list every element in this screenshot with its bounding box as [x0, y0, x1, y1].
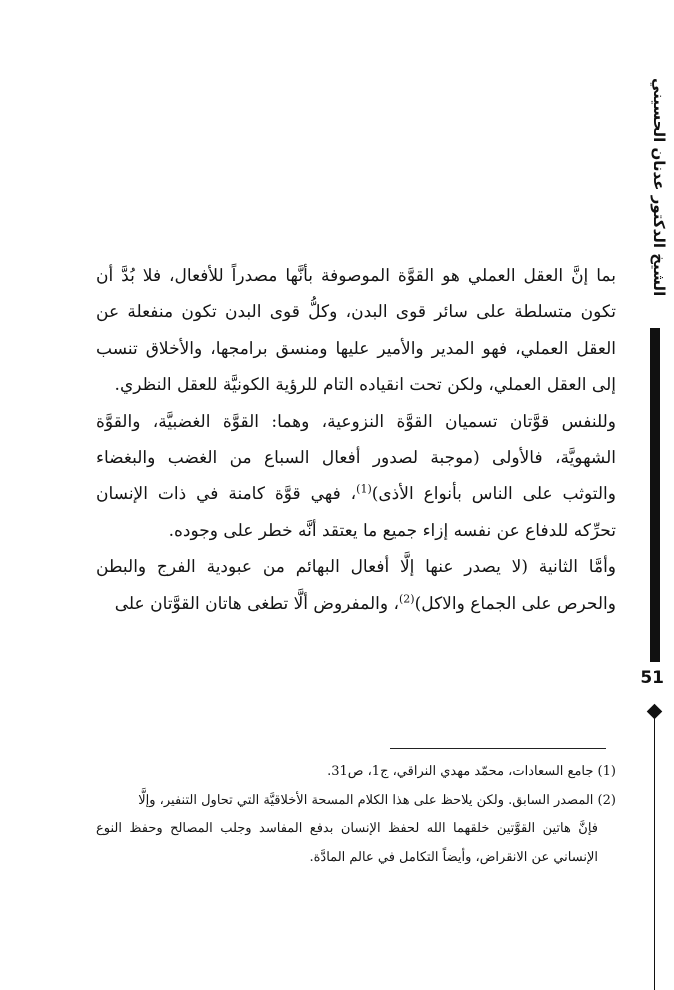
footnote-separator [390, 748, 606, 749]
paragraph-2-text: وللنفس قوَّتان تسميان القوَّة النزوعية، وهما: القوَّة الغضبيَّة، والقوَّة الشهويَّة، فالأولى (موجبة لصدور أفعال السباع من الغضب والبغضاء والتوثب على الناس بأنواع الأذى) [96, 411, 616, 505]
footnote-ref-1: (1) [356, 482, 372, 496]
paragraph-1: بما إنَّ العقل العملي هو القوَّة الموصوفة بأنَّها مصدراً للأفعال، فلا بُدَّ أن تكون متسلطة على سائر قوى البدن، وكلُّ قوى البدن تكون منفعلة عن العقل العملي، فهو المدير والأمير عليها ومنسق برامجها، والأخلاق تنسب إلى العقل العملي، ولكن تحت انقياده التام للرؤية الكونيَّة للعقل النظري. [96, 266, 616, 396]
main-text [96, 258, 616, 622]
footnote-ref-2: (2) [398, 592, 415, 605]
paragraph-3-text: وأمَّا الثانية (لا يصدر عنها إلَّا أفعال البهائم من عبودية الفرج والبطن والحرص على الجماع والاكل) [96, 557, 616, 614]
paragraph-3-text-cont: ، والمفروض ألَّا تطغى هاتان القوَّتان على [114, 593, 399, 614]
diamond-ornament [647, 704, 663, 720]
margin-bar [650, 328, 660, 662]
page-number: 51 [640, 668, 664, 688]
footnotes [96, 758, 616, 872]
paragraph-2 [96, 404, 616, 550]
running-header-author: الشيخ الدكتور عدنان الحسيني [650, 77, 668, 296]
paragraph-3 [96, 549, 616, 622]
margin-line [654, 718, 655, 990]
footnote-2: (2) المصدر السابق. ولكن يلاحظ على هذا الكلام المسحة الأخلاقيَّة التي تحاول التنفير، وإلَّا [138, 792, 616, 808]
paragraph-2-text-cont: ، فهي قوَّة كامنة في ذات الإنسان تحرِّكه للدفاع عن نفسه إزاء جميع ما يعتقد أنَّه خطر على وجوده. [96, 484, 616, 541]
footnote-1: (1) جامع السعادات، محمّد مهدي النراقي، ج1، ص31. [327, 764, 616, 779]
footnote-2-continued: فإنَّ هاتين القوَّتين خلقهما الله لحفظ الإنسان بدفع المفاسد وجلب المصالح وحفظ النوع الإنساني عن الانقراض، وأيضاً التكامل في عالم المادَّة. [96, 821, 598, 865]
